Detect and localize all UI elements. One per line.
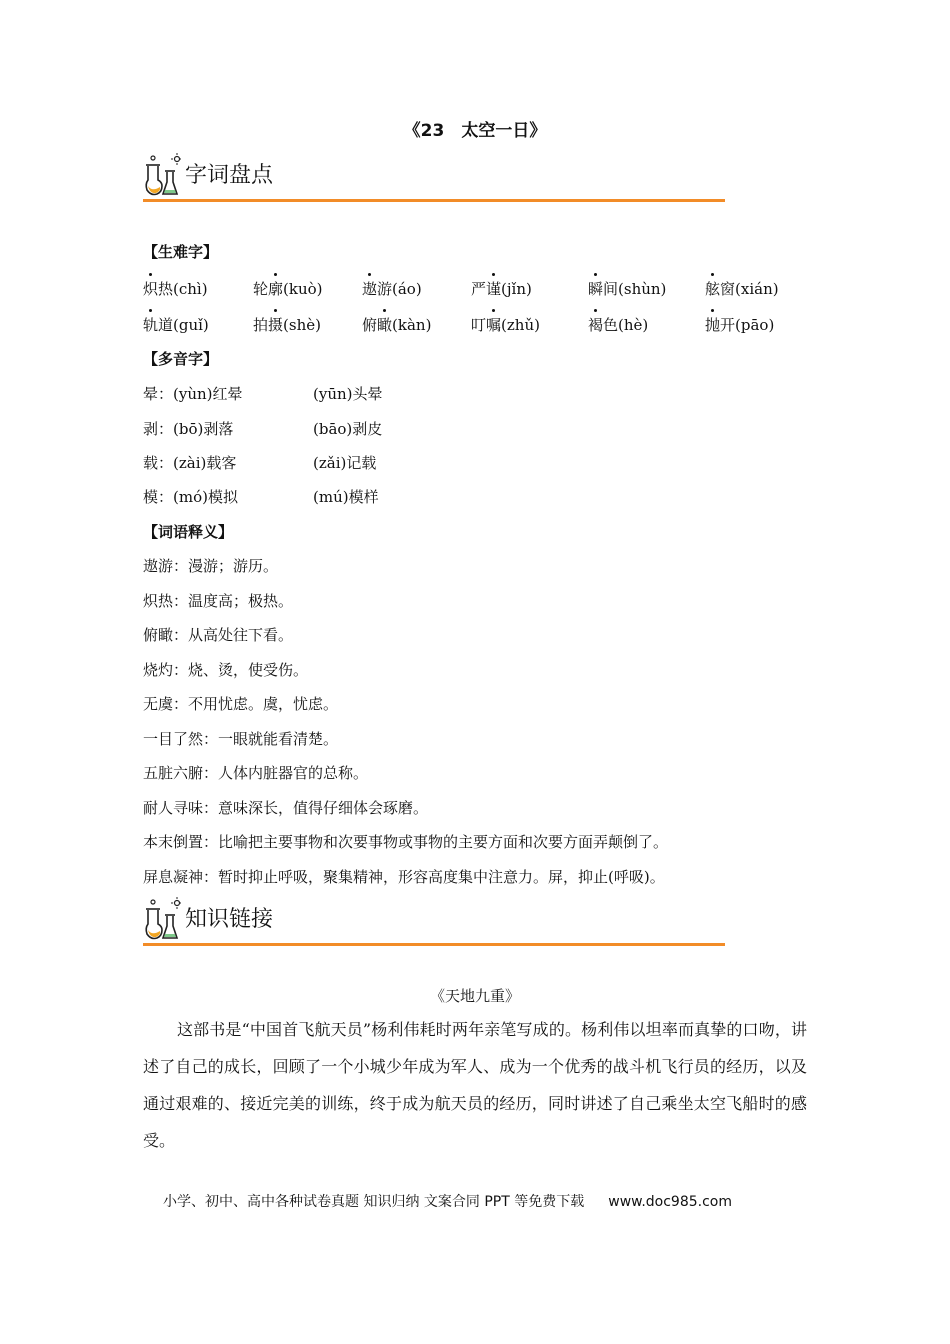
section-header-words (143, 152, 725, 202)
section-divider (143, 943, 725, 946)
new-char-dotted: 摄 (268, 316, 284, 334)
new-char-prefix: 拍 (253, 316, 269, 334)
polyphone-item: 载：(zài)载客 (143, 454, 237, 472)
new-char-item (362, 278, 422, 299)
new-char-prefix: 叮 (471, 316, 487, 334)
new-char-suffix: 色(hè) (603, 316, 649, 334)
new-char-dotted: 舷 (705, 280, 721, 298)
new-char-suffix: 热(chì) (158, 280, 208, 298)
definition-item: 屏息凝神：暂时抑止呼吸，聚集精神，形容高度集中注意力。屏，抑止(呼吸)。 (143, 868, 665, 886)
new-char-item (588, 314, 648, 335)
new-char-item (253, 278, 323, 299)
new-char-dotted: 遨 (362, 280, 378, 298)
definition-item: 遨游：漫游；游历。 (143, 557, 279, 575)
section-header-knowledge (143, 896, 725, 946)
new-char-suffix: (kàn) (392, 316, 432, 334)
new-char-dotted: 褐 (588, 316, 604, 334)
new-char-item (705, 314, 774, 335)
new-char-prefix: 严 (471, 280, 487, 298)
polyphone-item: (bāo)剥皮 (313, 420, 383, 438)
new-char-item (471, 278, 532, 299)
polyphone-item: 剥：(bō)剥落 (143, 420, 234, 438)
heading-definitions: 【词语释义】 (143, 523, 234, 541)
new-char-prefix: 轮 (253, 280, 269, 298)
section-title: 字词盘点 (185, 163, 274, 188)
footer-link[interactable]: www.doc985.com (608, 1194, 732, 1210)
flask-icon (143, 152, 181, 198)
new-char-suffix: 道(guǐ) (158, 316, 209, 334)
new-char-item (362, 314, 431, 335)
polyphone-item: (zǎi)记载 (313, 454, 377, 472)
section-divider (143, 199, 725, 202)
new-char-dotted: 瞬 (588, 280, 604, 298)
definition-item: 本末倒置：比喻把主要事物和次要事物或事物的主要方面和次要方面弄颠倒了。 (143, 833, 669, 851)
polyphone-item: (yūn)头晕 (313, 385, 383, 403)
new-char-item (143, 314, 209, 335)
new-char-suffix: 游(áo) (377, 280, 422, 298)
new-char-item (253, 314, 321, 335)
polyphone-item: (mú)模样 (313, 488, 379, 506)
book-description: 这部书是“中国首飞航天员”杨利伟耗时两年亲笔写成的。杨利伟以坦率而真挚的口吻，讲述了自己的成长，回顾了一个小城少年成为军人、成为一个优秀的战斗机飞行员的经历，以及通过艰难的、接近完美的训练，终于成为航天员的经历，同时讲述了自己乘坐太空飞船时的感受。 (143, 1020, 807, 1150)
heading-polyphones: 【多音字】 (143, 350, 219, 368)
definition-item: 俯瞰：从高处往下看。 (143, 626, 294, 644)
definition-item: 炽热：温度高；极热。 (143, 592, 294, 610)
new-char-item (588, 278, 666, 299)
new-char-suffix: (kuò) (283, 280, 323, 298)
definition-item: 一目了然：一眼就能看清楚。 (143, 730, 339, 748)
new-char-suffix: 开(pāo) (720, 316, 775, 334)
new-char-dotted: 瞰 (377, 316, 393, 334)
new-char-suffix: 间(shùn) (603, 280, 667, 298)
footer-text: 小学、初中、高中各种试卷真题 知识归纳 文案合同 PPT 等免费下载 (163, 1194, 585, 1210)
new-char-dotted: 嘱 (486, 316, 502, 334)
new-char-item (705, 278, 779, 299)
new-char-dotted: 谨 (486, 280, 502, 298)
definition-item: 五脏六腑：人体内脏器官的总称。 (143, 764, 369, 782)
new-char-dotted: 炽 (143, 280, 159, 298)
definition-item: 耐人寻味：意味深长，值得仔细体会琢磨。 (143, 799, 429, 817)
heading-new-chars: 【生难字】 (143, 243, 219, 261)
new-char-suffix: (shè) (283, 316, 321, 334)
new-char-item (143, 278, 208, 299)
footer (163, 1191, 732, 1211)
new-char-dotted: 抛 (705, 316, 721, 334)
book-title: 《天地九重》 (429, 987, 520, 1005)
new-char-suffix: (jǐn) (501, 280, 532, 298)
page-title: 《23 太空一日》 (403, 121, 547, 141)
polyphone-item: 模：(mó)模拟 (143, 488, 238, 506)
new-char-dotted: 轨 (143, 316, 159, 334)
new-char-prefix: 俯 (362, 316, 378, 334)
definition-item: 无虞：不用忧虑。虞，忧虑。 (143, 695, 339, 713)
section-title: 知识链接 (185, 907, 274, 932)
new-char-suffix: 窗(xián) (720, 280, 779, 298)
new-char-suffix: (zhǔ) (501, 316, 540, 334)
new-char-item (471, 314, 540, 335)
definition-item: 烧灼：烧、烫，使受伤。 (143, 661, 309, 679)
flask-icon (143, 896, 181, 942)
new-char-dotted: 廓 (268, 280, 284, 298)
polyphone-item: 晕：(yùn)红晕 (143, 385, 243, 403)
